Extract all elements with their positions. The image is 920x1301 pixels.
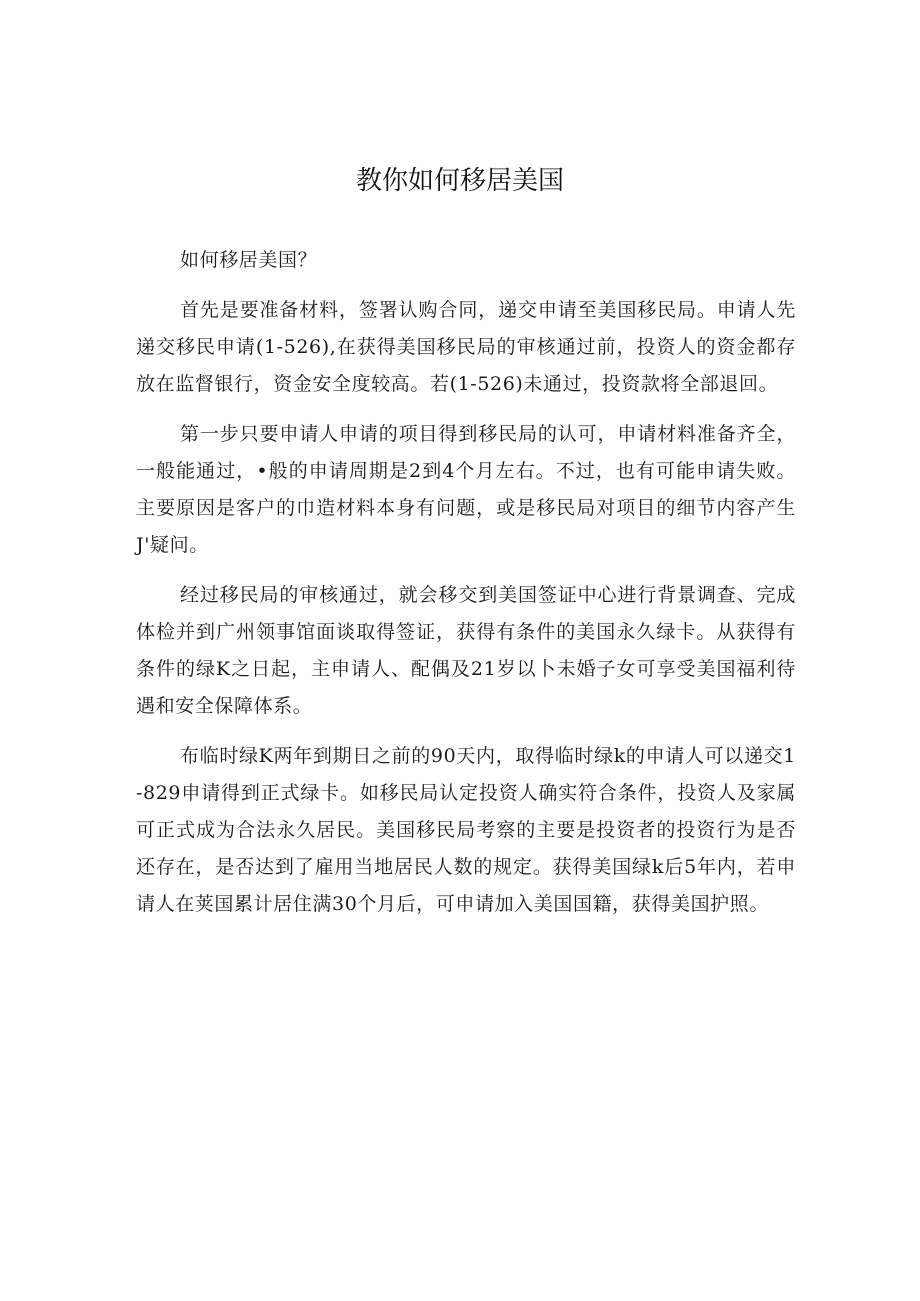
paragraph-permanent-residency: 布临时绿K两年到期日之前的90天内，取得临时绿k的申请人可以递交1-829申请得到正式绿卡。如移民局认定投资人确实符合条件，投资人及家属可正式成为合法永久居民。美国移民局考察的主要是投资者的投资行为是否还存在，是否达到了雇用当地居民人数的规定。获得美国绿k后5年内，若申请人在荚国累计居住满30个月后，可申请加入美国国籍，获得美国护照。 — [136, 745, 796, 915]
paragraph-visa-greencard: 经过移民局的审核通过，就会移交到美国签证中心进行背景调查、完成体检并到广州领事馆面谈取得签证，获得有条件的美国永久绿卡。从获得有条件的绿K之日起，主申请人、配偶及21岁以卜未婚子女可享受美国福利待遇和安全保障体系。 — [136, 584, 796, 717]
paragraph-first-step: 第一步只要申请人申请的项目得到移民局的认可，申请材料准备齐全，一般能通过，•般的申请周期是2到4个月左右。不过，也有可能申请失败。主要原因是客户的巾造材料本身有问题，或是移民局对项目的细节内容产生J'疑问。 — [136, 423, 796, 556]
document-title: 教你如何移居美国 — [355, 166, 564, 196]
document-body — [136, 242, 796, 936]
paragraph-question: 如何移居美国？ — [180, 249, 318, 271]
paragraph-materials: 首先是要准备材料，签署认购合同，递交申请至美国移民局。申请人先递交移民申请(1-526),在获得美国移民局的审核通过前，投资人的资金都存放在监督银行，资金安全度较高。若(1-526)未通过，投资款将全部退回。 — [136, 299, 796, 395]
